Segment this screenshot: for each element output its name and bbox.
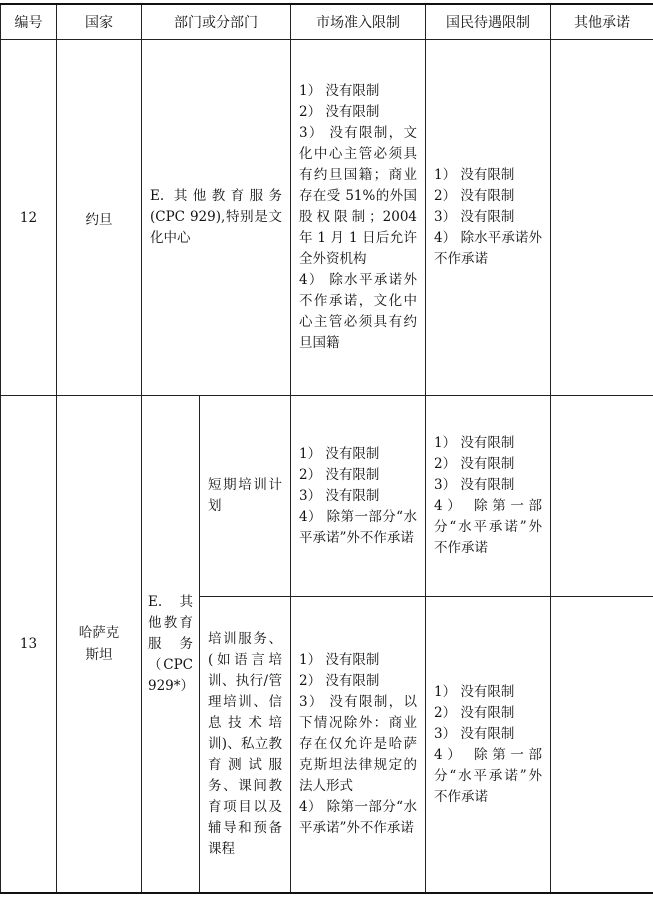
national-treatment-cell: [426, 396, 551, 597]
header-sector: 部门或分部门: [142, 4, 291, 40]
list-item: 3） 没有限制: [299, 487, 380, 504]
list-item: 2） 没有限制: [299, 673, 380, 689]
market-access-cell: [291, 40, 426, 396]
table-row: [1, 40, 653, 396]
header-no: 编号: [1, 4, 57, 40]
list-item: 1） 没有限制: [434, 435, 515, 451]
list-item: 1） 没有限制: [299, 652, 380, 668]
list-item: 4） 除第一部分“水平承诺”外不作承诺: [434, 746, 542, 805]
list-item: 3） 没有限制: [434, 725, 515, 742]
country-name: 约旦: [57, 40, 142, 396]
list-item: 2） 没有限制: [299, 104, 380, 120]
list-item: 4） 除第一部分“水平承诺”外不作承诺: [299, 508, 417, 546]
other-commitments-cell: [551, 396, 653, 597]
national-treatment-cell: [426, 597, 551, 894]
other-commitments-cell: [551, 40, 653, 396]
subsector-text: 培训服务、(如语言培训、执行/管理培训、信息技术培训)、私立教育测试服务、课间教育项目以及辅导和预备课程: [208, 631, 282, 857]
list-item: 3） 没有限制: [434, 209, 515, 225]
header-other: 其他承诺: [551, 4, 653, 40]
subsector-cell: [200, 396, 291, 597]
list-item: 3） 没有限制: [434, 477, 515, 493]
row-number: 12: [1, 40, 57, 396]
market-access-cell: [291, 396, 426, 597]
other-commitments-cell: [551, 597, 653, 894]
national-treatment-cell: [426, 40, 551, 396]
list-item: 3） 没有限制，以下情况除外：商业存在仅允许是哈萨克斯坦法律规定的法人形式: [299, 694, 417, 794]
subsector-text: 短期培训计划: [208, 477, 282, 514]
list-item: 2） 没有限制: [299, 466, 380, 483]
subsector-cell: [200, 597, 291, 894]
list-item: 1） 没有限制: [299, 445, 380, 462]
table-row: [1, 396, 653, 597]
list-item: 1） 没有限制: [299, 83, 380, 99]
market-access-cell: [291, 597, 426, 894]
sector-cell: [142, 396, 200, 894]
list-item: 2） 没有限制: [434, 704, 515, 721]
list-item: 1） 没有限制: [434, 683, 515, 700]
sector-text: E. 其他教育服务（CPC 929*）: [148, 593, 195, 694]
list-item: 4） 除水平承诺外不作承诺，文化中心主管必须具有约旦国籍: [299, 272, 417, 351]
country-name: 哈萨克斯坦: [57, 396, 142, 894]
list-item: 1） 没有限制: [434, 167, 515, 183]
sector-cell: [142, 40, 291, 396]
header-national-treatment: 国民待遇限制: [426, 4, 551, 40]
header-market-access: 市场准入限制: [291, 4, 426, 40]
list-item: 2） 没有限制: [434, 456, 515, 472]
list-item: 4） 除第一部分“水平承诺”外不作承诺: [299, 799, 417, 836]
header-country: 国家: [57, 4, 142, 40]
sector-text: E. 其他教育服务(CPC 929),特别是文化中心: [150, 188, 282, 246]
list-item: 2） 没有限制: [434, 188, 515, 204]
list-item: 4） 除第一部分“水平承诺”外不作承诺: [434, 498, 542, 556]
row-number: 13: [1, 396, 57, 894]
commitments-table: [0, 3, 653, 894]
list-item: 3） 没有限制，文化中心主管必须具有约旦国籍；商业存在受 51%的外国股权限制；2004 年 1 月 1 日后允许全外资机构: [299, 125, 417, 267]
list-item: 4） 除水平承诺外不作承诺: [434, 230, 542, 267]
